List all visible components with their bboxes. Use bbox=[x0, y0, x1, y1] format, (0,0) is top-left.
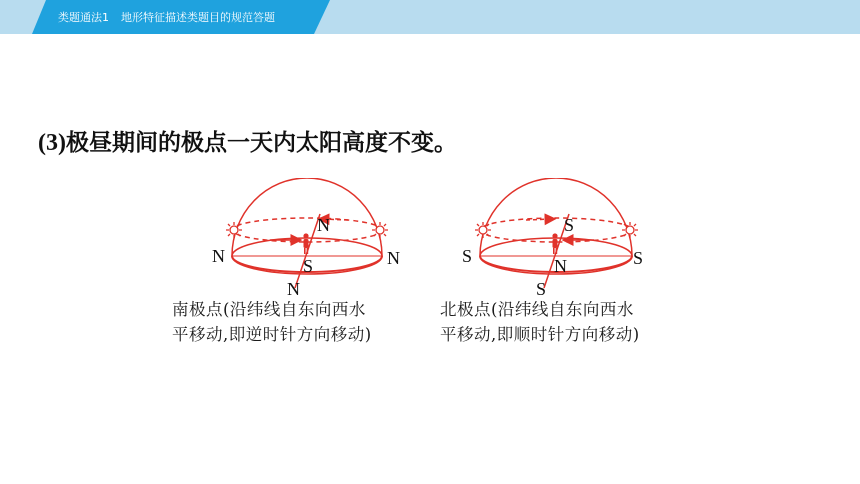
label-n-bottom: N bbox=[287, 279, 300, 299]
observer-figure bbox=[303, 233, 308, 254]
label-s-bottom: S bbox=[536, 279, 547, 299]
sun-icon bbox=[226, 222, 242, 238]
point-text: 极昼期间的极点一天内太阳高度不变。 bbox=[65, 130, 457, 156]
label-n-right: N bbox=[387, 248, 400, 268]
label-n-top: N bbox=[317, 215, 330, 235]
north-pole-caption bbox=[440, 297, 640, 347]
caption-line: 平移动,即顺时针方向移动) bbox=[440, 325, 640, 344]
label-s-center: S bbox=[303, 256, 314, 276]
south-pole-caption bbox=[172, 297, 372, 347]
section-tag: 类题通法1 bbox=[58, 11, 109, 24]
section-title bbox=[58, 9, 275, 25]
point-number: (3) bbox=[38, 130, 66, 156]
label-n-left: N bbox=[212, 246, 225, 266]
caption-line: 北极点(沿纬线自东向西水 bbox=[440, 300, 634, 319]
point-heading bbox=[38, 124, 457, 157]
caption-line: 平移动,即逆时针方向移动) bbox=[172, 325, 372, 344]
observer-figure bbox=[552, 233, 557, 254]
label-s-top: S bbox=[564, 215, 575, 235]
label-n-center: N bbox=[554, 256, 567, 276]
sun-icon bbox=[372, 222, 388, 238]
sun-icon bbox=[475, 222, 491, 238]
caption-line: 南极点(沿纬线自东向西水 bbox=[172, 300, 366, 319]
section-heading: 地形特征描述类题目的规范答题 bbox=[121, 11, 275, 24]
label-s-right: S bbox=[633, 248, 644, 268]
label-s-left: S bbox=[462, 246, 473, 266]
sun-icon bbox=[622, 222, 638, 238]
